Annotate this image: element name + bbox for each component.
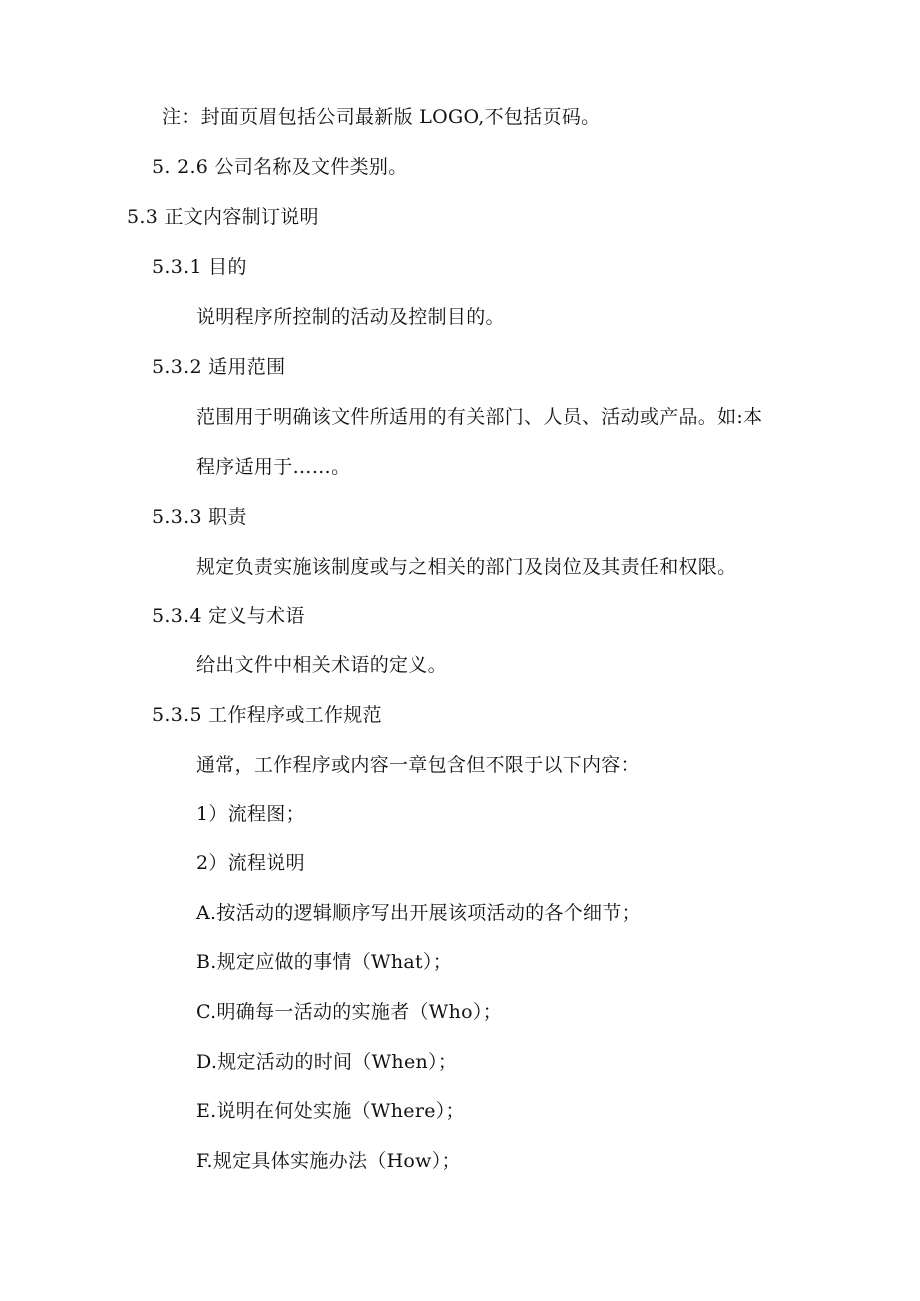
s531-heading: 5.3.1 目的 [152, 256, 247, 278]
s531-body: 说明程序所控制的活动及控制目的。 [196, 306, 505, 328]
s534-heading: 5.3.4 定义与术语 [152, 605, 305, 627]
s535-item-D: D.规定活动的时间（When）； [196, 1051, 458, 1073]
s535-heading: 5.3.5 工作程序或工作规范 [152, 704, 382, 726]
s535-item-F: F.规定具体实施办法（How）； [196, 1150, 461, 1172]
s535-item-B: B.规定应做的事情（What）； [196, 951, 453, 973]
s535-item-2: 2）流程说明 [196, 852, 305, 874]
s532-body-line2: 程序适用于……。 [196, 456, 351, 478]
cover-header-note: 注：封面页眉包括公司最新版 LOGO,不包括页码。 [162, 106, 601, 128]
s535-item-C: C.明确每一活动的实施者（Who）； [196, 1001, 503, 1023]
item-5-2-6: 5. 2.6 公司名称及文件类别。 [152, 156, 408, 178]
s532-heading: 5.3.2 适用范围 [152, 356, 286, 378]
s535-item-A: A.按活动的逻辑顺序写出开展该项活动的各个细节； [196, 902, 641, 924]
s535-item-E: E.说明在何处实施（Where）； [196, 1100, 465, 1122]
s534-body: 给出文件中相关术语的定义。 [196, 654, 447, 676]
s535-intro: 通常，工作程序或内容一章包含但不限于以下内容： [196, 754, 640, 776]
s532-body-line1: 范围用于明确该文件所适用的有关部门、人员、活动或产品。如:本 [196, 406, 763, 428]
section-5-3-heading: 5.3 正文内容制订说明 [127, 206, 319, 228]
s533-body: 规定负责实施该制度或与之相关的部门及岗位及其责任和权限。 [196, 556, 737, 578]
s533-heading: 5.3.3 职责 [152, 506, 247, 528]
s535-item-1: 1）流程图； [196, 803, 305, 825]
